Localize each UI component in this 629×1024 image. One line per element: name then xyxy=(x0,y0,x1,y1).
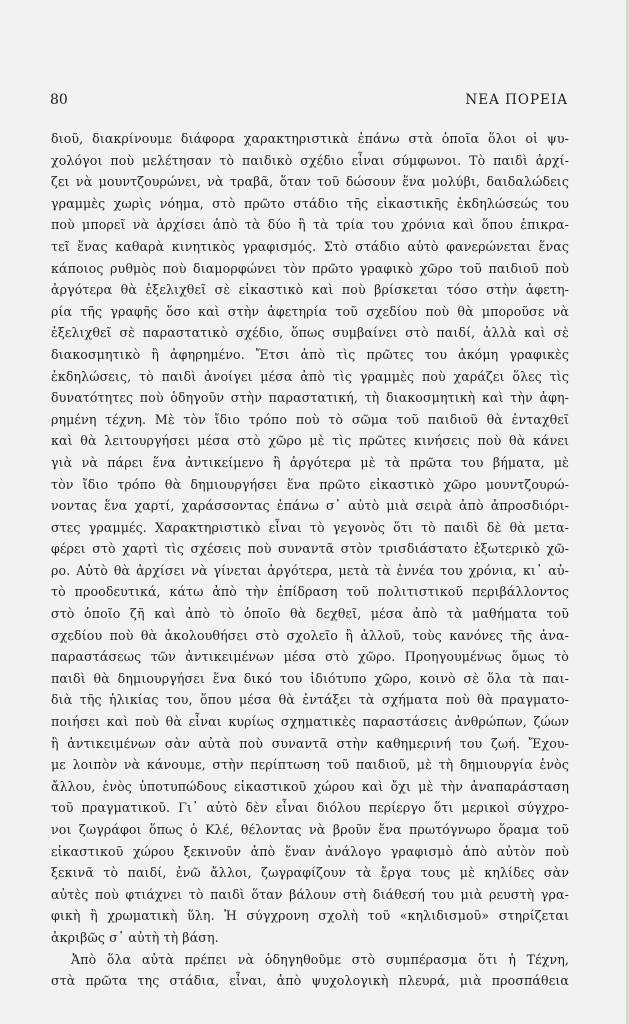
page-number: 80 xyxy=(50,92,68,108)
text-line: ποὺ μπορεῖ νὰ ἀρχίσει ἀπὸ τὰ δύο ἢ τὰ τρία του χρόνια καὶ ὅπου ἐπικρα- xyxy=(51,217,569,233)
text-line: ἄλλου, ἑνὸς ὑποτυπώδους εἰκαστικοῦ χώρου καὶ ὄχι μὲ τὴν ἀναπαράσταση xyxy=(51,778,569,794)
running-title: ΝΕΑ ΠΟΡΕΙΑ xyxy=(465,92,568,108)
text-line: παραστάσεως τῶν ἀντικειμένων μέσα στὸ χῶρο. Προηγουμένως ὅμως τὸ xyxy=(51,649,569,665)
text-line: Ἀπὸ ὅλα αὐτὰ πρέπει νὰ ὁδηγηθοῦμε στὸ συμπέρασμα ὅτι ἡ Τέχνη, xyxy=(71,951,569,967)
text-line: γραμμὲς χωρὶς νόημα, στὸ πρῶτο στάδιο τῆς εἰκαστικῆς ἐκδηλώσεώς του xyxy=(51,195,569,211)
text-line: καὶ θὰ λειτουργήσει μέσα στὸ χῶρο μὲ τὶς πρῶτες κινήσεις ποὺ θὰ κάνει xyxy=(51,433,569,449)
text-line: τὸν ἴδιο τρόπο θὰ δημιουργήσει ἕνα πρῶτο εἰκαστικὸ χῶρο μουντζουρώ- xyxy=(51,476,569,492)
text-line: εἰκαστικοῦ χώρου ξεκινοῦν ἀπὸ ἕναν ἀνάλογο γραφισμὸ ἀπὸ αὐτὸν ποὺ xyxy=(51,843,569,859)
text-line: ἢ ἀντικειμένων σὰν αὐτὰ ποὺ συναντᾶ στὴν καθημερινή του ζωή. Ἔχου- xyxy=(51,735,569,751)
text-line: φικὴ ἢ χρωματικὴ ὕλη. Ἡ σύγχρονη σχολὴ τοῦ «κηλιδισμοῦ» στηρίζεται xyxy=(51,908,569,924)
text-line: τοῦ πραγματικοῦ. Γι᾿ αὐτὸ δὲν εἶναι διόλου περίεργο ὅτι μερικοὶ σύγχρο- xyxy=(51,800,569,816)
text-line: στὰ πρῶτα της στάδια, εἶναι, ἀπὸ ψυχολογικὴ πλευρά, μιὰ προσπάθεια xyxy=(51,973,569,989)
text-line: ρημένη τέχνη. Μὲ τὸν ἴδιο τρόπο ποὺ τὸ σῶμα τοῦ παιδιοῦ θὰ ἐνταχθεῖ xyxy=(51,411,569,427)
text-line: διακοσμητικὸ ἢ ἀφηρημένο. Ἔτσι ἀπὸ τὶς πρῶτες του ἀκόμη γραφικὲς xyxy=(51,346,569,362)
text-line: με λοιπὸν νὰ κάνουμε, στὴν περίπτωση τοῦ παιδιοῦ, μὲ τὴ δημιουργία ἑνὸς xyxy=(51,757,569,773)
text-line: δυνατότητες ποὺ ὁδηγοῦν στὴν παραστατική, τὴ διακοσμητικὴ καὶ τὴν ἀφη- xyxy=(51,390,569,406)
text-line: ζει νὰ μουντζουρώνει, νὰ τραβᾶ, ὅταν τοῦ δώσουν ἕνα μολύβι, δαιδαλώδεις xyxy=(51,174,569,190)
text-line: τεῖ ἕνας καθαρὰ κινητικὸς γραφισμός. Στὸ στάδιο αὐτὸ φανερώνεται ἕνας xyxy=(51,238,569,254)
text-line: ποιήσει καὶ ποὺ θὰ εἶναι κυρίως σχηματικὲς παραστάσεις ἀνθρώπων, ζώων xyxy=(51,714,569,730)
text-line: ἐκδηλώσεις, τὸ παιδὶ ἀνοίγει μέσα ἀπὸ τὶς γραμμὲς ποὺ χαράζει ὅλες τὶς xyxy=(51,368,569,384)
text-line: διὰ τῆς ἡλικίας του, ὅπου μέσα θὰ ἐντάξει τὰ σχήματα ποὺ θὰ πραγματο- xyxy=(51,692,569,708)
text-line: ἀργότερα θὰ ἐξελιχθεῖ σὲ εἰκαστικὸ καὶ ποὺ βρίσκεται τόσο στὴν ἀφετη- xyxy=(51,282,569,298)
text-line: κάποιος ρυθμὸς ποὺ διαμορφώνει τὸν πρῶτο γραφικὸ χῶρο τοῦ παιδιοῦ ποὺ xyxy=(51,260,569,276)
text-line: διοῦ, διακρίνουμε διάφορα χαρακτηριστικὰ ἐπάνω στὰ ὁποῖα ὅλοι οἱ ψυ- xyxy=(51,131,569,146)
text-line: ἀκριβῶς σ᾿ αὐτὴ τὴ βάση. xyxy=(51,929,219,945)
text-line: σχεδίου ποὺ θὰ ἀκολουθήσει στὸ σχολεῖο ἢ ἀλλοῦ, τοὺς κανόνες τῆς ἀνα- xyxy=(51,627,569,643)
text-line: ρία τῆς γραφῆς ὅσο καὶ στὴν ἀφετηρία τοῦ σχεδίου ποὺ θὰ μποροῦσε νὰ xyxy=(51,303,569,319)
text-line: τὸ προοδευτικά, κάτω ἀπὸ τὴν ἐπίδραση τοῦ πολιτιστικοῦ περιβάλλοντος xyxy=(51,584,569,600)
text-line: νοι ζωγράφοι ὅπως ὁ Κλέ, θέλοντας νὰ βροῦν ἕνα πρωτόγνωρο ὅραμα τοῦ xyxy=(51,822,569,837)
text-line: αὐτὲς ποὺ φτιάχνει τὸ παιδὶ ὅταν βάλουν στὴ διάθεσή του μιὰ ρευστὴ γρα- xyxy=(51,886,569,902)
text-line: ἐξελιχθεῖ σὲ παραστατικὸ σχέδιο, ὅπως συμβαίνει στὸ παιδί, ἀλλὰ καὶ σὲ xyxy=(51,325,569,341)
text-line: ρο. Αὐτὸ θὰ ἀρχίσει νὰ γίνεται ἀργότερα, μετὰ τὰ ἐννέα του χρόνια, κι᾿ αὐ- xyxy=(51,562,569,578)
text-line: παιδὶ θὰ δημιουργήσει ἕνα δικό του ἰδιότυπο χῶρο, κοινὸ σὲ ὅλα τὰ παι- xyxy=(51,670,569,686)
text-line: νοντας ἕνα χαρτί, χαράσσοντας ἐπάνω σ᾿ αὐτὸ μιὰ σειρὰ ἀπὸ ἀπροσδιόρι- xyxy=(51,498,569,514)
text-line: στὸ ὁποῖο ζῆ καὶ ἀπὸ τὸ ὁποῖο θὰ δεχθεῖ, μέσα ἀπὸ τὰ μαθήματα τοῦ xyxy=(51,606,569,622)
body-text xyxy=(51,128,569,992)
text-line: χολόγοι ποὺ μελέτησαν τὸ παιδικὸ σχέδιο εἶναι σύμφωνοι. Τὸ παιδὶ ἀρχί- xyxy=(51,152,569,168)
page-header xyxy=(50,92,568,112)
text-line: γιὰ νὰ πάρει ἕνα ἀντικείμενο ἢ ἀργότερα μὲ τὰ πρῶτα του βήματα, μὲ xyxy=(51,454,569,470)
text-line: ξεκινᾶ τὸ παιδί, ἐνῶ ἄλλοι, ζωγραφίζουν τὰ ἔργα τους μὲ κηλίδες σὰν xyxy=(51,865,569,881)
text-line: φέρει στὸ χαρτὶ τὶς σχέσεις ποὺ συναντᾶ στὸν τρισδιάστατο ἐξωτερικὸ χῶ- xyxy=(51,541,569,557)
text-line: στες γραμμές. Χαρακτηριστικὸ εἶναι τὸ γεγονὸς ὅτι τὸ παιδὶ δὲ θὰ μετα- xyxy=(51,519,569,535)
